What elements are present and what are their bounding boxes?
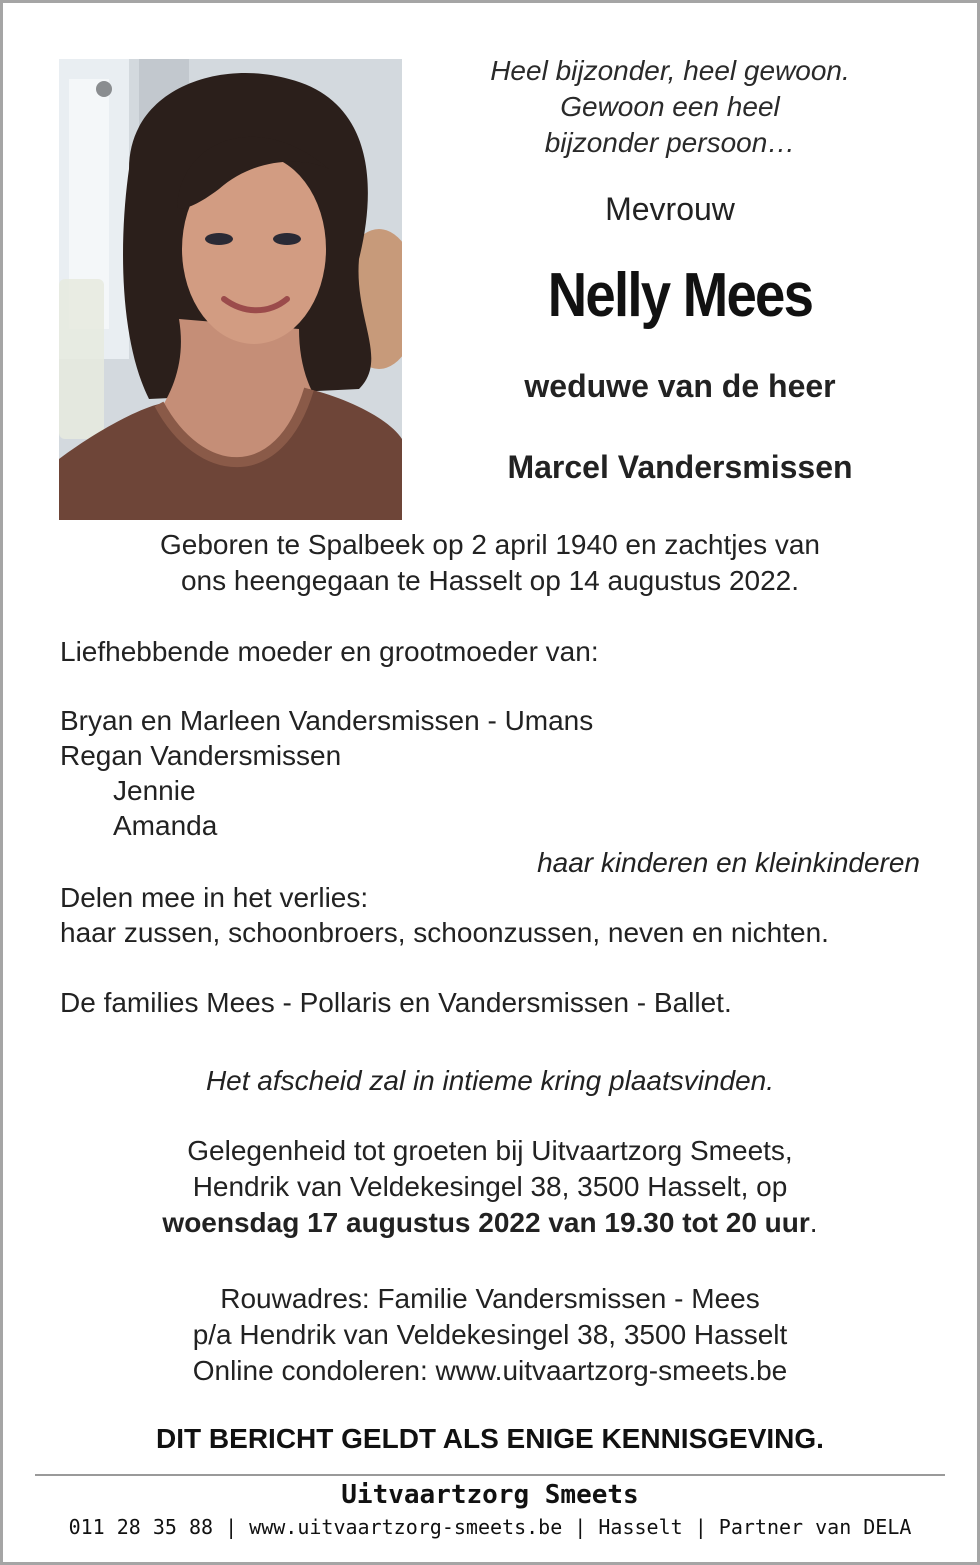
quote-line: Heel bijzonder, heel gewoon. (490, 55, 850, 86)
visitation-date-line (40, 1205, 940, 1241)
families-line: De families Mees - Pollaris en Vandersmissen - Ballet. (60, 987, 732, 1018)
visitation-line: Hendrik van Veldekesingel 38, 3500 Hasselt, op (192, 1171, 788, 1202)
family-member: Regan Vandersmissen (60, 740, 342, 771)
salutation: Mevrouw (605, 191, 735, 227)
share-list: haar zussen, schoonbroers, schoonzussen, neven en nichten. (60, 917, 829, 948)
family-intro: Liefhebbende moeder en grootmoeder van: (60, 636, 599, 667)
death-line: ons heengegaan te Hasselt op 14 augustus 2022. (180, 565, 800, 596)
quote-line: bijzonder persoon… (544, 127, 796, 158)
visitation-date: woensdag 17 augustus 2022 van 19.30 tot 20 uur (162, 1207, 810, 1238)
company-name: Uitvaartzorg Smeets (341, 1480, 639, 1510)
period: . (809, 1207, 818, 1238)
company-contact: 011 28 35 88 | www.uitvaartzorg-smeets.be | Hasselt | Partner van DELA (68, 1515, 912, 1539)
family-member: Bryan en Marleen Vandersmissen - Umans (60, 705, 594, 736)
portrait-photo (59, 59, 402, 520)
relation-line: weduwe van de heer (524, 368, 836, 404)
footer-divider (35, 1474, 945, 1476)
visitation-info (40, 1133, 940, 1241)
spouse-name: Marcel Vandersmissen (507, 449, 853, 485)
condolence-line: Online condoleren: www.uitvaartzorg-smeets.be (192, 1355, 788, 1386)
visitation-line: Gelegenheid tot groeten bij Uitvaartzorg Smeets, (187, 1135, 793, 1166)
share-intro: Delen mee in het verlies: (60, 882, 369, 913)
mourning-address (40, 1281, 940, 1389)
birth-line: Geboren te Spalbeek op 2 april 1940 en zachtjes van (159, 529, 820, 560)
poem-quote (420, 53, 920, 161)
quote-line: Gewoon een heel (560, 91, 780, 122)
farewell-note: Het afscheid zal in intieme kring plaatsvinden. (205, 1065, 775, 1096)
address-line: Rouwadres: Familie Vandersmissen - Mees (220, 1283, 760, 1314)
grandchild: Amanda (113, 810, 218, 841)
family-signature: haar kinderen en kleinkinderen (537, 847, 920, 878)
notice-line: DIT BERICHT GELDT ALS ENIGE KENNISGEVING. (156, 1423, 824, 1454)
address-line: p/a Hendrik van Veldekesingel 38, 3500 Hasselt (192, 1319, 788, 1350)
grandchild: Jennie (113, 775, 196, 806)
deceased-name: Nelly Mees (547, 261, 813, 330)
birth-death-text (40, 527, 940, 599)
